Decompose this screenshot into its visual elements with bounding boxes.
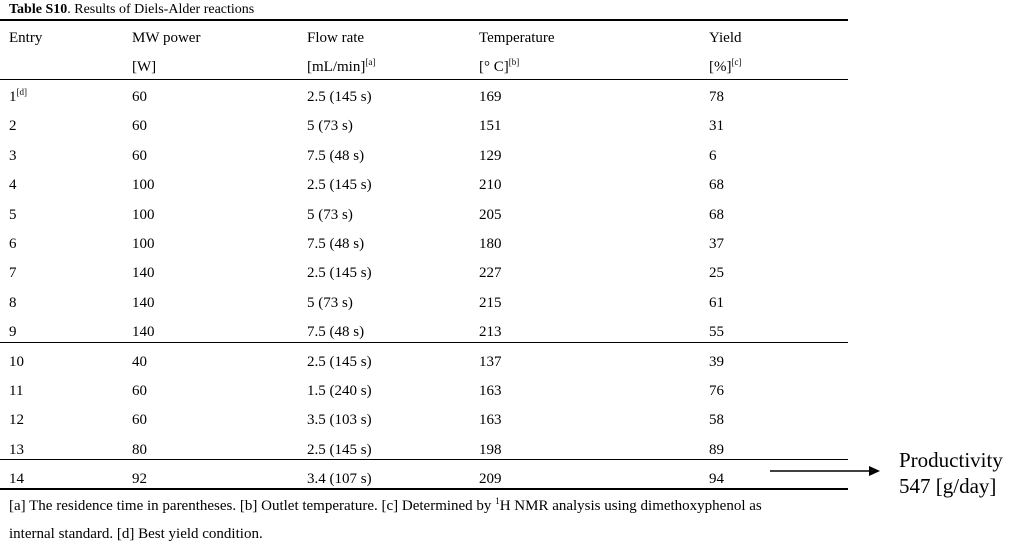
table-caption — [9, 2, 254, 18]
cell-yield-text: 39 — [709, 354, 724, 370]
header-mw-power: MW power — [132, 30, 201, 46]
unit-temp-text: [° C] — [479, 59, 509, 75]
cell-flow-rate — [307, 440, 372, 460]
cell-entry-text: 6 — [9, 236, 17, 252]
cell-temperature-text: 169 — [479, 89, 502, 105]
right-arrow-icon — [770, 465, 880, 477]
cell-entry — [9, 352, 24, 372]
footnote-text-1b: H NMR analysis using dimethoxyphenol as — [499, 498, 762, 514]
cell-mw-power — [132, 352, 147, 372]
cell-flow-rate — [307, 175, 372, 195]
cell-temperature-text: 129 — [479, 148, 502, 164]
cell-flow-rate — [307, 116, 353, 136]
bottom-rule — [0, 488, 848, 490]
cell-flow-rate-text: 2.5 (145 s) — [307, 177, 372, 193]
caption-text: . Results of Diels-Alder reactions — [67, 2, 255, 17]
cell-flow-rate-text: 1.5 (240 s) — [307, 383, 372, 399]
unit-temperature — [479, 57, 519, 77]
cell-mw-power-text: 60 — [132, 118, 147, 134]
cell-flow-rate — [307, 234, 364, 254]
cell-entry-text: 12 — [9, 412, 24, 428]
cell-mw-power-text: 140 — [132, 295, 155, 311]
cell-mw-power-text: 92 — [132, 471, 147, 487]
cell-temperature — [479, 381, 502, 401]
footnote-line-2: internal standard. [d] Best yield condition. — [9, 526, 263, 542]
cell-temperature-text: 163 — [479, 412, 502, 428]
cell-mw-power-text: 60 — [132, 412, 147, 428]
cell-entry — [9, 234, 17, 254]
cell-flow-rate — [307, 146, 364, 166]
cell-temperature — [479, 234, 502, 254]
cell-flow-rate-text: 2.5 (145 s) — [307, 442, 372, 458]
cell-mw-power-text: 60 — [132, 148, 147, 164]
cell-flow-rate-text: 2.5 (145 s) — [307, 265, 372, 281]
cell-flow-rate-text: 3.4 (107 s) — [307, 471, 372, 487]
cell-entry — [9, 175, 17, 195]
cell-yield — [709, 87, 724, 107]
cell-flow-rate-text: 7.5 (48 s) — [307, 148, 365, 164]
cell-temperature — [479, 352, 502, 372]
cell-entry-text: 14 — [9, 471, 24, 487]
cell-entry — [9, 469, 24, 489]
cell-flow-rate — [307, 322, 364, 342]
cell-flow-rate-text: 7.5 (48 s) — [307, 236, 365, 252]
cell-mw-power — [132, 293, 155, 313]
cell-entry — [9, 410, 24, 430]
cell-mw-power-text: 100 — [132, 177, 155, 193]
cell-temperature-text: 215 — [479, 295, 502, 311]
cell-temperature — [479, 410, 502, 430]
cell-temperature — [479, 175, 502, 195]
cell-flow-rate-text: 2.5 (145 s) — [307, 354, 372, 370]
cell-mw-power — [132, 205, 155, 225]
cell-temperature-text: 227 — [479, 265, 502, 281]
caption-label: Table S10 — [9, 2, 68, 17]
footnote-superscript-1: 1 — [495, 496, 500, 506]
cell-yield-text: 25 — [709, 265, 724, 281]
cell-mw-power — [132, 322, 155, 342]
cell-entry-text: 1 — [9, 89, 17, 105]
unit-flow-text: [mL/min] — [307, 59, 366, 75]
cell-entry — [9, 293, 17, 313]
cell-yield — [709, 469, 724, 489]
cell-entry — [9, 381, 23, 401]
cell-temperature — [479, 205, 502, 225]
productivity-label: Productivity — [899, 448, 1003, 472]
cell-mw-power-text: 60 — [132, 383, 147, 399]
cell-entry — [9, 440, 24, 460]
cell-yield — [709, 440, 724, 460]
cell-mw-power-text: 80 — [132, 442, 147, 458]
cell-yield-text: 68 — [709, 177, 724, 193]
cell-temperature — [479, 322, 502, 342]
cell-entry-text: 9 — [9, 324, 17, 340]
cell-entry — [9, 116, 17, 136]
cell-temperature-text: 163 — [479, 383, 502, 399]
cell-temperature-text: 209 — [479, 471, 502, 487]
cell-yield — [709, 381, 724, 401]
cell-mw-power — [132, 87, 147, 107]
cell-mw-power-text: 140 — [132, 324, 155, 340]
cell-entry-text: 5 — [9, 207, 17, 223]
cell-mw-power — [132, 263, 155, 283]
cell-flow-rate-text: 7.5 (48 s) — [307, 324, 365, 340]
cell-flow-rate — [307, 469, 372, 489]
header-temperature: Temperature — [479, 30, 555, 46]
cell-entry-text: 10 — [9, 354, 24, 370]
cell-yield — [709, 293, 724, 313]
header-rule — [0, 79, 848, 80]
footnote-mark-b: [b] — [508, 57, 520, 67]
cell-yield — [709, 146, 717, 166]
footnote-mark-c: [c] — [731, 57, 742, 67]
cell-mw-power-text: 140 — [132, 265, 155, 281]
cell-yield — [709, 116, 724, 136]
cell-flow-rate — [307, 263, 372, 283]
cell-mw-power — [132, 381, 147, 401]
unit-yield-text: [%] — [709, 59, 732, 75]
header-yield: Yield — [709, 30, 742, 46]
cell-temperature-text: 137 — [479, 354, 502, 370]
cell-yield-text: 31 — [709, 118, 724, 134]
cell-entry — [9, 205, 17, 225]
cell-mw-power-text: 100 — [132, 236, 155, 252]
cell-flow-rate-text: 2.5 (145 s) — [307, 89, 372, 105]
top-rule — [0, 19, 848, 21]
cell-temperature — [479, 469, 502, 489]
footnote-text-1a: [a] The residence time in parentheses. [b] Outlet temperature. [c] Determined by — [9, 498, 496, 514]
header-flow-rate: Flow rate — [307, 30, 365, 46]
cell-mw-power — [132, 469, 147, 489]
cell-entry-text: 4 — [9, 177, 17, 193]
cell-flow-rate — [307, 87, 372, 107]
cell-yield — [709, 322, 724, 342]
unit-mw-power: [W] — [132, 59, 157, 75]
footnote-line-1 — [9, 496, 762, 516]
productivity-value: 547 [g/day] — [899, 474, 997, 498]
unit-flow-rate — [307, 57, 375, 77]
cell-entry-text: 2 — [9, 118, 17, 134]
cell-yield — [709, 175, 724, 195]
cell-mw-power-text: 40 — [132, 354, 147, 370]
cell-mw-power — [132, 410, 147, 430]
cell-yield-text: 89 — [709, 442, 724, 458]
cell-temperature — [479, 87, 502, 107]
cell-yield-text: 55 — [709, 324, 724, 340]
cell-yield — [709, 205, 724, 225]
cell-mw-power — [132, 440, 147, 460]
cell-yield-text: 6 — [709, 148, 717, 164]
footnote-mark-d: [d] — [16, 87, 27, 97]
productivity-annotation — [899, 447, 1003, 499]
cell-mw-power-text: 60 — [132, 89, 147, 105]
cell-flow-rate — [307, 381, 372, 401]
cell-temperature — [479, 440, 502, 460]
cell-entry — [9, 322, 17, 342]
cell-flow-rate-text: 5 (73 s) — [307, 118, 353, 134]
cell-flow-rate — [307, 352, 372, 372]
cell-entry-text: 3 — [9, 148, 17, 164]
cell-yield — [709, 234, 724, 254]
cell-entry — [9, 87, 27, 107]
cell-flow-rate-text: 5 (73 s) — [307, 295, 353, 311]
cell-temperature-text: 205 — [479, 207, 502, 223]
group-rule-2 — [0, 459, 848, 460]
cell-yield — [709, 410, 724, 430]
unit-yield — [709, 57, 742, 77]
cell-flow-rate — [307, 205, 353, 225]
cell-yield-text: 58 — [709, 412, 724, 428]
cell-mw-power-text: 100 — [132, 207, 155, 223]
cell-entry-text: 7 — [9, 265, 17, 281]
cell-flow-rate — [307, 410, 372, 430]
cell-entry-text: 8 — [9, 295, 17, 311]
cell-temperature-text: 210 — [479, 177, 502, 193]
cell-flow-rate — [307, 293, 353, 313]
cell-yield-text: 37 — [709, 236, 724, 252]
cell-flow-rate-text: 3.5 (103 s) — [307, 412, 372, 428]
group-rule-1 — [0, 342, 848, 343]
cell-temperature — [479, 293, 502, 313]
cell-yield-text: 61 — [709, 295, 724, 311]
cell-temperature-text: 180 — [479, 236, 502, 252]
header-entry: Entry — [9, 30, 43, 46]
cell-temperature — [479, 146, 502, 166]
cell-temperature — [479, 116, 502, 136]
footnote-mark-a: [a] — [365, 57, 376, 67]
cell-yield — [709, 352, 724, 372]
cell-temperature-text: 151 — [479, 118, 502, 134]
cell-entry — [9, 263, 17, 283]
cell-entry-text: 13 — [9, 442, 24, 458]
cell-yield-text: 76 — [709, 383, 724, 399]
cell-temperature-text: 198 — [479, 442, 502, 458]
cell-mw-power — [132, 175, 155, 195]
cell-entry — [9, 146, 17, 166]
cell-mw-power — [132, 234, 155, 254]
cell-entry-text: 11 — [9, 383, 24, 399]
cell-temperature — [479, 263, 502, 283]
cell-flow-rate-text: 5 (73 s) — [307, 207, 353, 223]
cell-yield-text: 68 — [709, 207, 724, 223]
cell-mw-power — [132, 146, 147, 166]
cell-temperature-text: 213 — [479, 324, 502, 340]
cell-yield-text: 78 — [709, 89, 724, 105]
cell-yield — [709, 263, 724, 283]
cell-mw-power — [132, 116, 147, 136]
cell-yield-text: 94 — [709, 471, 724, 487]
